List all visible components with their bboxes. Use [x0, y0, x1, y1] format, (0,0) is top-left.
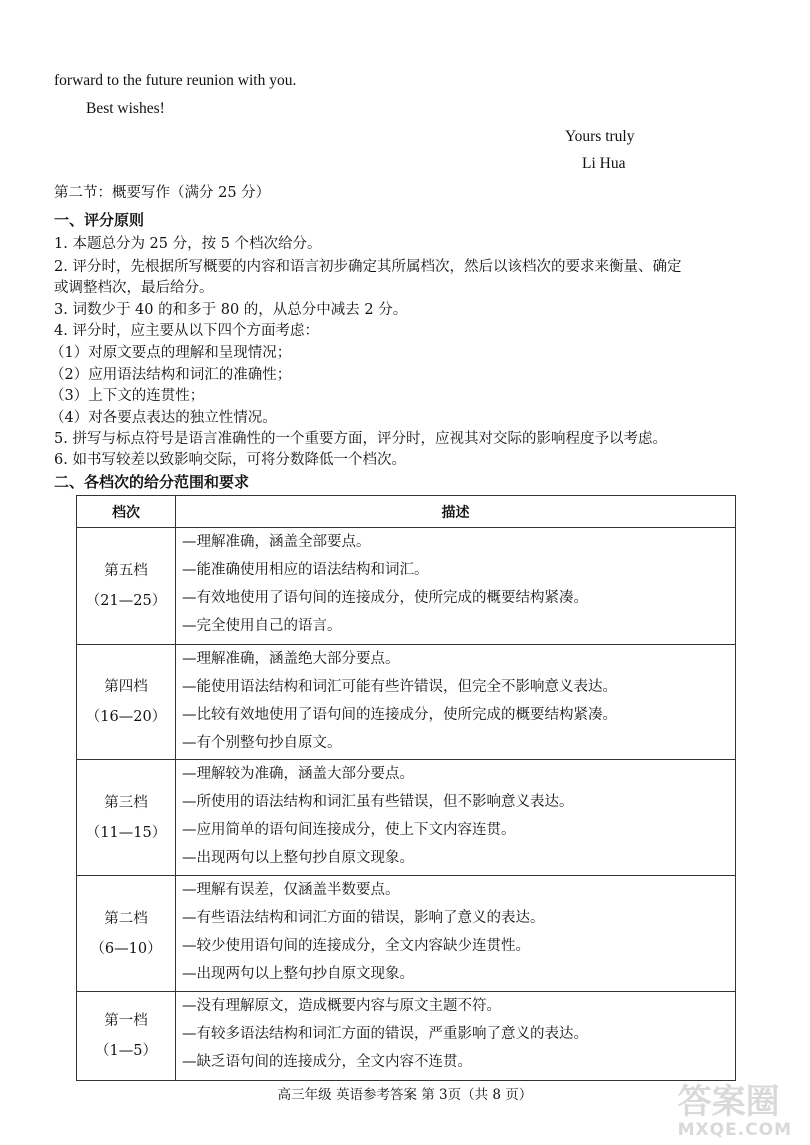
principle-line: 5. 拼写与标点符号是语言准确性的一个重要方面，评分时，应视其对交际的影响程度予以考虑。: [54, 431, 667, 447]
letter-signature: Li Hua: [582, 155, 626, 172]
description-item: —较少使用语句间的连接成分，全文内容缺少连贯性。: [182, 938, 530, 954]
letter-signoff: Yours truly: [565, 128, 635, 145]
watermark-sub: MXQE.COM: [677, 1120, 792, 1140]
description-item: —完全使用自己的语言。: [182, 618, 342, 634]
principles-heading: 一、评分原则: [54, 211, 145, 229]
description-item: —所使用的语法结构和词汇虽有些错误，但不影响意义表达。: [182, 794, 574, 810]
description-item: —比较有效地使用了语句间的连接成分，使所完成的概要结构紧凑。: [182, 707, 617, 723]
principle-line: 2. 评分时，先根据所写概要的内容和语言初步确定其所属档次，然后以该档次的要求来衡量、确定: [54, 259, 682, 275]
description-item: —理解准确，涵盖绝大部分要点。: [182, 651, 400, 667]
description-cell: [176, 528, 736, 645]
level-cell: [77, 992, 176, 1081]
grading-table: [76, 495, 736, 1081]
description-item: —能准确使用相应的语法结构和词汇。: [182, 562, 429, 578]
principle-line: （3）上下文的连贯性；: [50, 388, 205, 404]
site-watermark: [677, 1082, 792, 1141]
principle-line: （4）对各要点表达的独立性情况。: [50, 410, 277, 426]
header-description: 描述: [176, 496, 736, 528]
level-range: （21—25）: [85, 593, 167, 609]
description-item: —有个别整句抄自原文。: [182, 735, 342, 751]
principle-line: 6. 如书写较差以致影响交际，可将分数降低一个档次。: [54, 452, 406, 468]
description-cell: [176, 876, 736, 992]
section-title: 第二节：概要写作（满分 25 分）: [54, 185, 271, 201]
table-row: [77, 876, 736, 992]
description-item: —出现两句以上整句抄自原文现象。: [182, 850, 414, 866]
level-range: （16—20）: [85, 709, 167, 725]
letter-closing: Best wishes!: [86, 100, 165, 117]
description-item: —没有理解原文，造成概要内容与原文主题不符。: [182, 998, 501, 1014]
level-name: 第五档: [104, 563, 148, 579]
level-cell: [77, 645, 176, 760]
level-name: 第二档: [104, 910, 148, 927]
description-cell: [176, 760, 736, 876]
header-level: 档次: [77, 496, 176, 528]
principle-line: （2）应用语法结构和词汇的准确性；: [50, 367, 292, 383]
principle-line: 4. 评分时，应主要从以下四个方面考虑：: [54, 323, 319, 339]
level-cell: [77, 876, 176, 992]
level-name: 第三档: [104, 794, 148, 811]
principle-line: 1. 本题总分为 25 分，按 5 个档次给分。: [54, 236, 322, 252]
level-range: （11—15）: [85, 824, 167, 841]
description-item: —有效地使用了语句间的连接成分，使所完成的概要结构紧凑。: [182, 590, 588, 606]
level-name: 第一档: [104, 1013, 148, 1029]
level-name: 第四档: [104, 679, 148, 695]
description-item: —缺乏语句间的连接成分，全文内容不连贯。: [182, 1054, 472, 1070]
description-item: —有些语法结构和词汇方面的错误，影响了意义的表达。: [182, 910, 545, 926]
description-cell: [176, 645, 736, 760]
level-cell: [77, 760, 176, 876]
description-item: —出现两句以上整句抄自原文现象。: [182, 966, 414, 982]
table-header-row: [77, 496, 736, 528]
description-item: —应用简单的语句间连接成分，使上下文内容连贯。: [182, 822, 516, 838]
principle-line: 3. 词数少于 40 的和多于 80 的，从总分中减去 2 分。: [54, 302, 408, 318]
ranges-heading: 二、各档次的给分范围和要求: [54, 473, 250, 491]
principle-line: 或调整档次，最后给分。: [54, 280, 214, 296]
level-range: （6—10）: [90, 940, 162, 957]
principle-line: （1）对原文要点的理解和呈现情况；: [50, 345, 292, 361]
table-row: [77, 760, 736, 876]
description-cell: [176, 992, 736, 1081]
table-row: [77, 645, 736, 760]
table-row: [77, 992, 736, 1081]
level-cell: [77, 528, 176, 645]
watermark-main: 答案圈: [677, 1082, 780, 1122]
description-item: —能使用语法结构和词汇可能有些许错误，但完全不影响意义表达。: [182, 679, 617, 695]
letter-continuation: forward to the future reunion with you.: [54, 72, 297, 89]
description-item: —理解准确，涵盖全部要点。: [182, 534, 371, 550]
page-footer: 高三年级 英语参考答案 第 3页（共 8 页）: [277, 1087, 533, 1103]
description-item: —理解有误差，仅涵盖半数要点。: [182, 882, 400, 898]
description-item: —理解较为准确，涵盖大部分要点。: [182, 766, 414, 782]
level-range: （1—5）: [95, 1043, 157, 1059]
table-row: [77, 528, 736, 645]
description-item: —有较多语法结构和词汇方面的错误，严重影响了意义的表达。: [182, 1026, 588, 1042]
